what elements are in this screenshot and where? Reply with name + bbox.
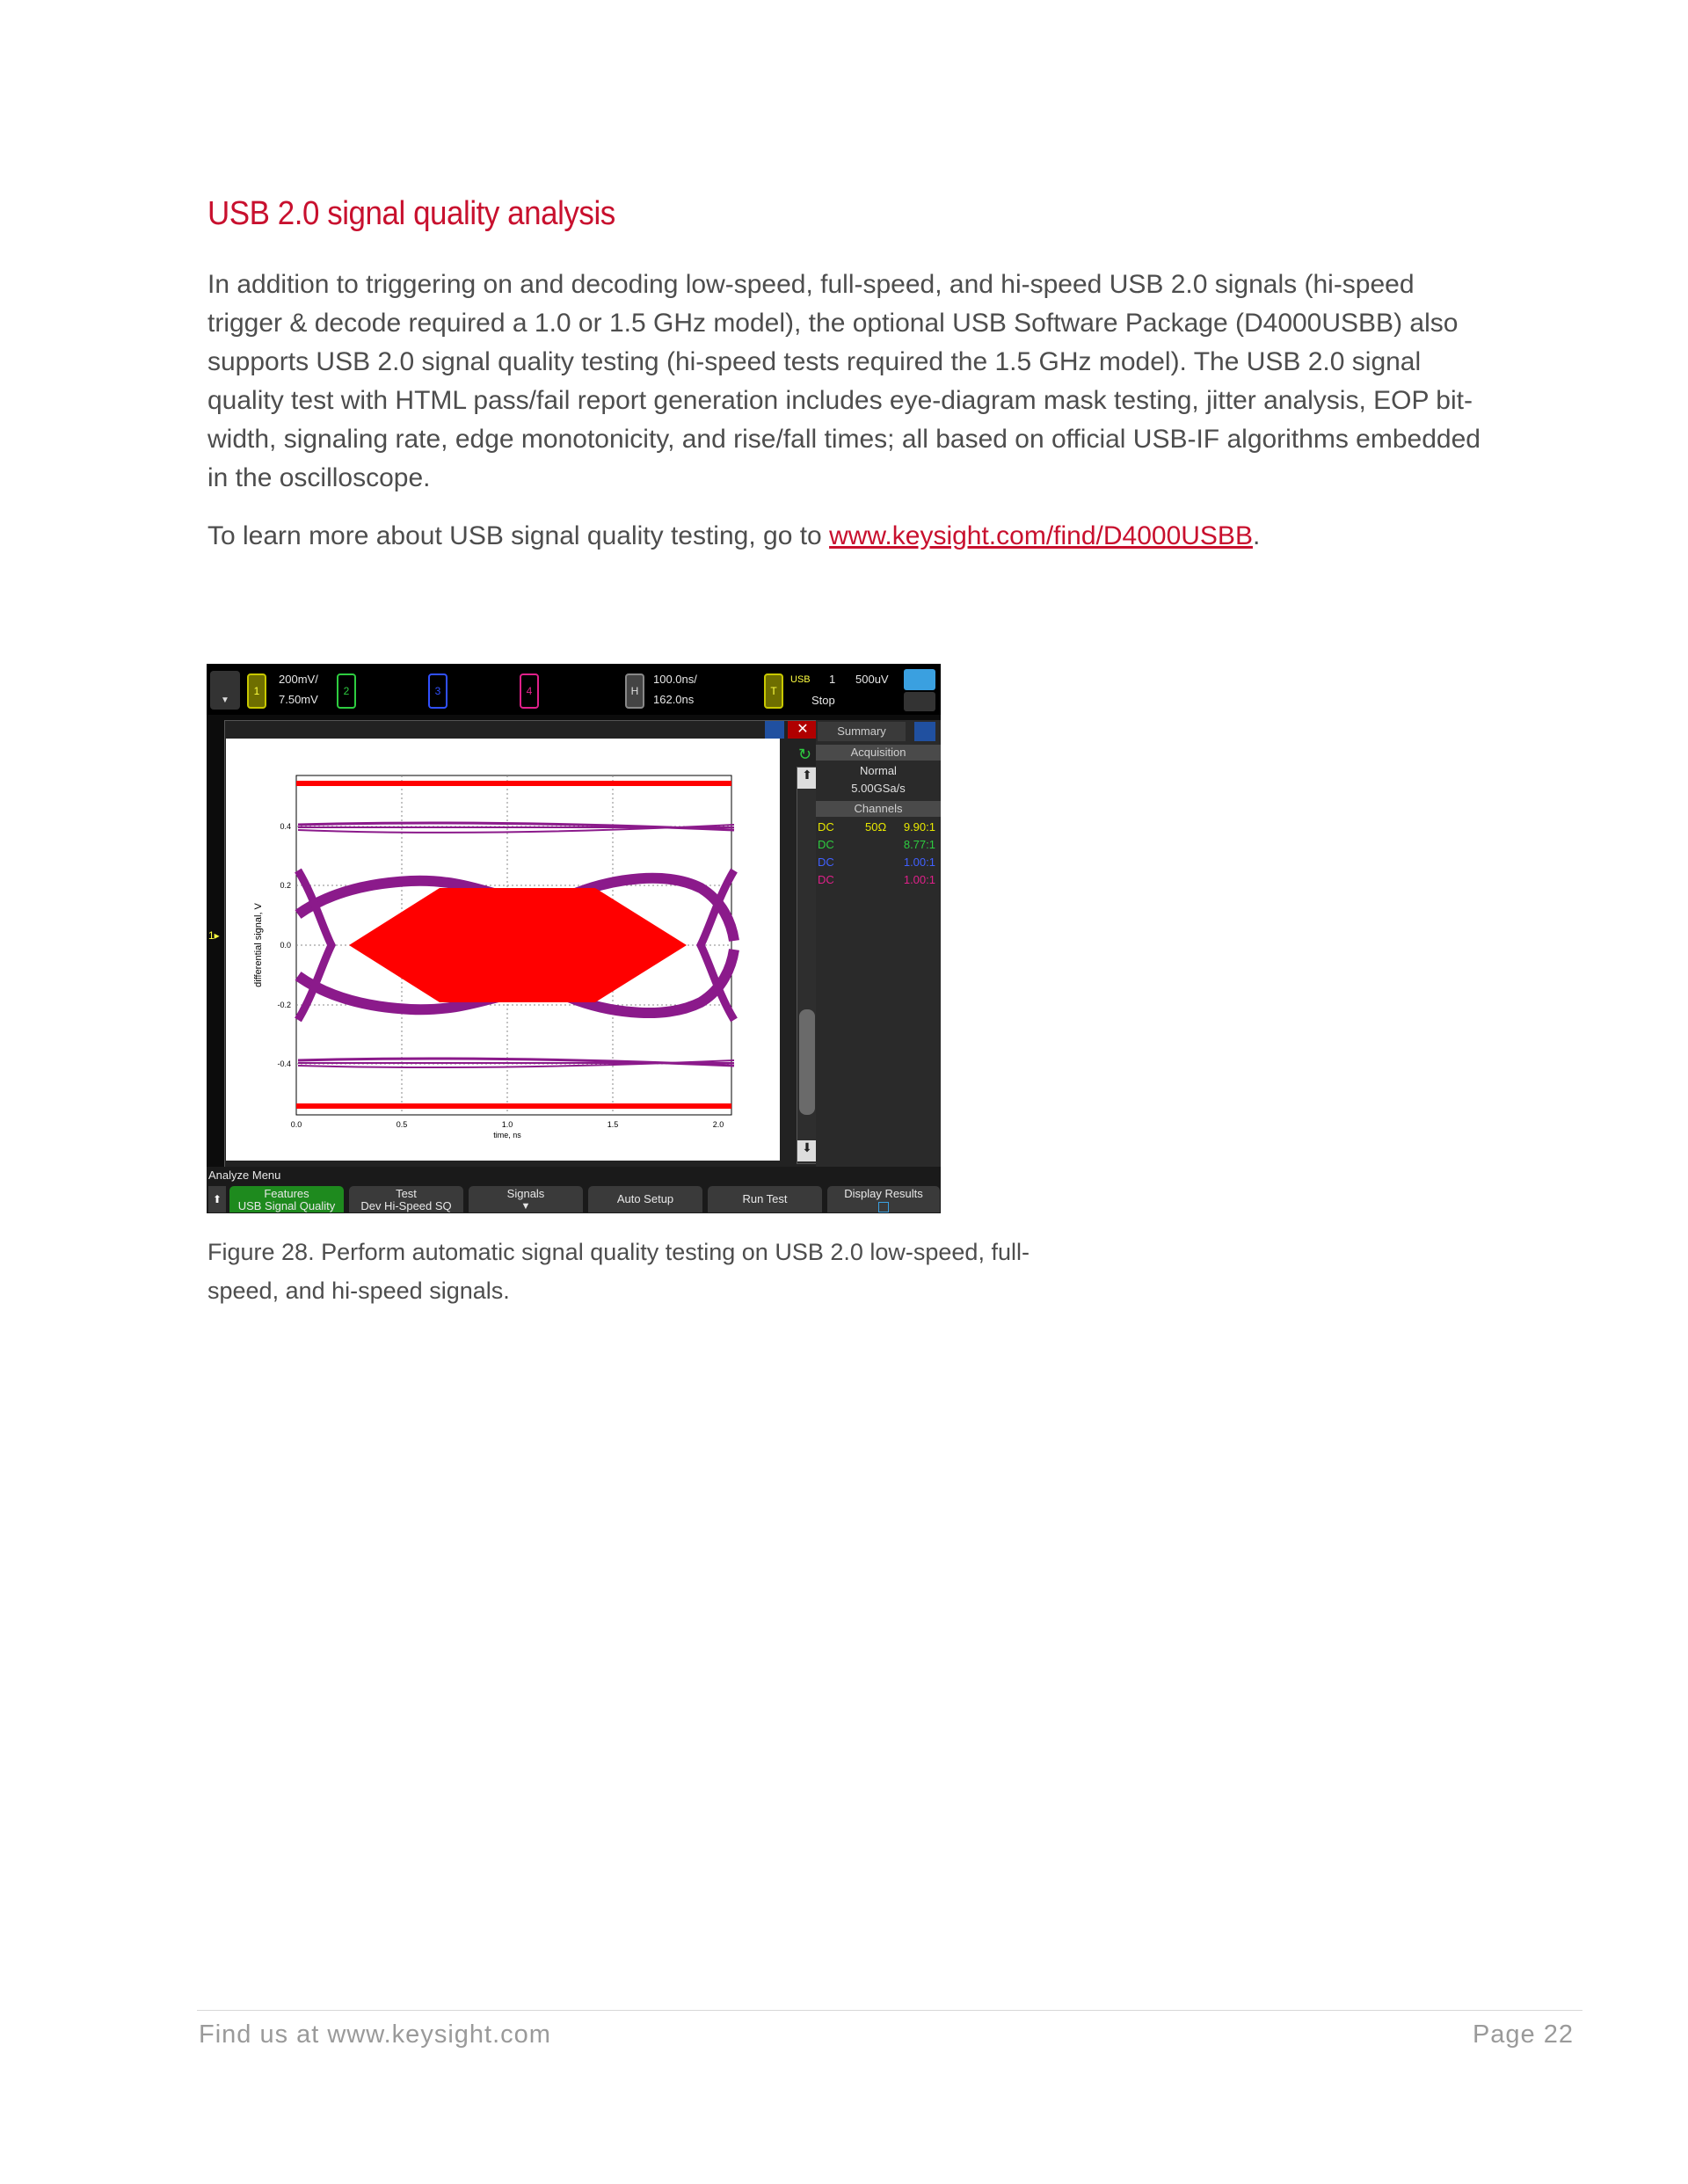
chevron-down-icon: ▼ <box>221 695 229 705</box>
x-tick-0.5: 0.5 <box>396 1120 408 1129</box>
time-delay: 162.0ns <box>653 693 695 706</box>
softkey-features-top: Features <box>264 1187 309 1200</box>
d4000usbb-link[interactable]: www.keysight.com/find/D4000USBB <box>829 521 1253 550</box>
x-tick-1.0: 1.0 <box>501 1120 513 1129</box>
ch3-ratio: 1.00:1 <box>903 855 935 869</box>
y-axis-label: differential signal, V <box>253 903 264 987</box>
ch2-coupling: DC <box>818 838 834 851</box>
y-tick-neg0.4: -0.4 <box>277 1059 291 1068</box>
softkey-signals <box>469 1186 583 1212</box>
paragraph-2-text: To learn more about USB signal quality testing, go to <box>207 521 830 550</box>
section-heading: USB 2.0 signal quality analysis <box>207 195 615 232</box>
x-tick-1.5: 1.5 <box>607 1120 619 1129</box>
x-tick-2.0: 2.0 <box>712 1120 724 1129</box>
time-scale: 100.0ns/ <box>653 673 697 686</box>
eye-diagram-plot <box>226 739 780 1161</box>
channel-2-indicator: 2 <box>337 673 356 709</box>
scope-top-bar <box>207 664 941 715</box>
figure-caption: Figure 28. Perform automatic signal quality testing on USB 2.0 low-speed, full-speed, and hi-speed signals. <box>207 1239 1030 1304</box>
softkey-test <box>349 1186 463 1212</box>
softkey-display-results <box>827 1186 940 1212</box>
softkey-test-top: Test <box>396 1187 417 1200</box>
summary-panel <box>816 720 941 1167</box>
y-tick-0.0: 0.0 <box>280 941 291 950</box>
scrollbar <box>797 767 818 1164</box>
ch1-scale: 200mV/ <box>279 673 318 686</box>
window-menu-icon <box>765 721 784 739</box>
chevron-down-icon: ▼ <box>520 1201 531 1212</box>
channels-header: Channels <box>816 801 941 817</box>
footer-divider <box>197 2010 1582 2011</box>
ch1-ratio: 9.90:1 <box>903 820 935 834</box>
trigger-channel: 1 <box>829 673 836 686</box>
body-paragraph-2 <box>207 517 1491 556</box>
ch4-coupling: DC <box>818 873 834 886</box>
acquisition-mode: Normal <box>860 764 897 777</box>
trigger-level: 500uV <box>855 673 889 686</box>
x-axis-label: time, ns <box>493 1131 521 1139</box>
mask-top-bar <box>296 781 731 786</box>
paragraph-2-suffix: . <box>1252 521 1261 550</box>
dropdown-button <box>210 671 240 710</box>
ch2-ratio: 8.77:1 <box>903 838 935 851</box>
mask-bottom-bar <box>296 1103 731 1109</box>
y-tick-0.4: 0.4 <box>280 822 291 831</box>
scroll-thumb <box>799 1009 815 1115</box>
channel-1-indicator: 1 <box>247 673 266 709</box>
softkey-features-bottom: USB Signal Quality <box>237 1199 336 1212</box>
run-state: Stop <box>811 694 835 707</box>
summary-menu-icon <box>914 722 935 741</box>
trigger-indicator: T <box>764 673 783 709</box>
trigger-source: USB <box>790 674 811 685</box>
softkey-auto-setup: Auto Setup <box>588 1186 702 1212</box>
ch3-coupling: DC <box>818 855 834 869</box>
scroll-down-icon: ⬇ <box>797 1140 817 1161</box>
y-tick-0.2: 0.2 <box>280 881 291 890</box>
softkey-test-bottom: Dev Hi-Speed SQ <box>360 1199 452 1212</box>
ch4-ratio: 1.00:1 <box>903 873 935 886</box>
horizontal-indicator: H <box>625 673 644 709</box>
summary-tab: Summary <box>818 722 906 741</box>
checkbox-icon <box>878 1202 889 1212</box>
left-marker-strip <box>207 720 222 1167</box>
waveform-icon <box>904 692 935 711</box>
footer-website: Find us at www.keysight.com <box>199 2020 551 2049</box>
trigger-marker-icon: 1▸ <box>208 929 220 942</box>
softkey-display-results-top: Display Results <box>844 1187 923 1200</box>
acquisition-header: Acquisition <box>816 745 941 761</box>
page-number: Page 22 <box>1472 2020 1574 2049</box>
softkey-features <box>229 1186 344 1212</box>
body-paragraph-1: In addition to triggering on and decoding low-speed, full-speed, and hi-speed USB 2.0 signals (hi-speed trigger & decode required a 1.0 or 1.5 GHz model), the optional USB Software Package (D4000USBB) also supports USB 2.0 signal quality testing (hi-speed tests required the 1.5 GHz model). The USB 2.0 signal quality test with HTML pass/fail report generation includes eye-diagram mask testing, jitter analysis, EOP bit-width, signaling rate, edge monotonicity, and rise/fall times; all based on official USB-IF algorithms embedded in the oscilloscope. <box>207 270 1481 492</box>
analyze-menu-bar <box>207 1167 941 1213</box>
analyze-menu-title: Analyze Menu <box>208 1168 281 1182</box>
oscilloscope-screenshot <box>207 664 941 1213</box>
refresh-icon: ↻ <box>798 746 812 763</box>
sample-rate: 5.00GSa/s <box>851 782 906 795</box>
x-tick-0.0: 0.0 <box>290 1120 302 1129</box>
eye-diagram-svg <box>226 739 780 1161</box>
softkey-signals-top: Signals <box>506 1187 545 1200</box>
ch1-impedance: 50Ω <box>865 820 887 834</box>
ch1-coupling: DC <box>818 820 834 834</box>
y-tick-neg0.2: -0.2 <box>277 1001 291 1009</box>
close-icon: ✕ <box>788 721 818 739</box>
channel-4-indicator: 4 <box>520 673 539 709</box>
channel-3-indicator: 3 <box>428 673 447 709</box>
back-arrow-icon: ⬆ <box>208 1186 226 1212</box>
scroll-up-icon: ⬆ <box>797 768 817 789</box>
display-icon <box>904 669 935 690</box>
softkey-run-test: Run Test <box>708 1186 822 1212</box>
ch1-offset: 7.50mV <box>279 693 318 706</box>
